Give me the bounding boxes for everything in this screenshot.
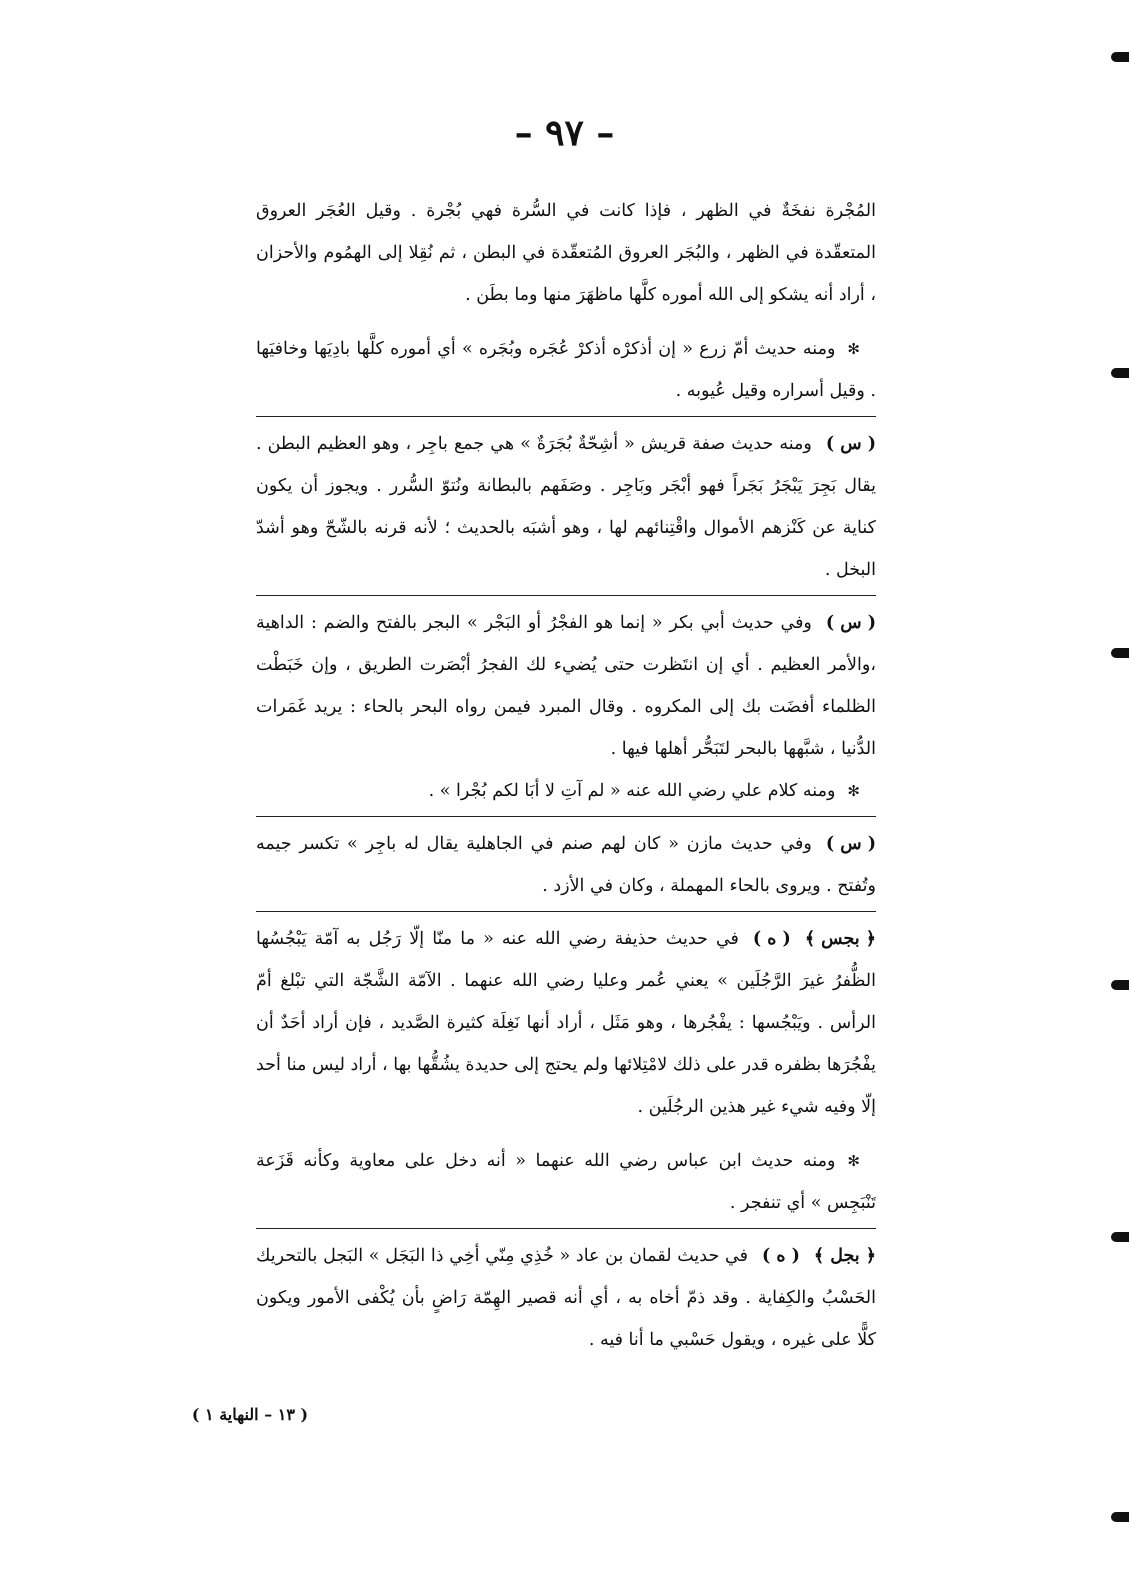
paragraph-1 [256, 190, 876, 316]
section-divider [256, 416, 876, 417]
source-marker: ( ه ) [752, 929, 791, 949]
paragraph-5 [256, 770, 876, 812]
scan-edge-mark [1111, 1232, 1129, 1242]
paragraph-3 [256, 423, 876, 591]
entry-headword: ﴿ بجل ﴾ [813, 1246, 876, 1266]
source-marker: ( س ) [825, 613, 876, 633]
paragraph-text: ومنه حديث أمّ زرع « إن أذكرْه أذكرْ عُجَره وبُجَره » أي أموره كلَّها بادِيَها وخافيَها . وقيل أسراره وقيل عُيوبه . [256, 339, 876, 401]
section-divider [256, 1228, 876, 1229]
section-divider [256, 595, 876, 596]
paragraph-8 [256, 1140, 876, 1224]
paragraph-text: ومنه كلام علي رضي الله عنه « لم آتِ لا أبَا لكم بُجْرا » . [428, 781, 836, 801]
paragraph-text: في حديث لقمان بن عاد « خُذِي مِنّي أخِي ذا البَجَل » البَجل بالتحريك الحَسْبُ والكِفاية . وقد ذمّ أخاه به ، أي أنه قصير الهِمّة رَاضٍ بأن يُكْفى الأمور ويكون كلًّا على غيره ، ويقول حَسْبي ما أنا فيه . [256, 1246, 876, 1350]
scan-edge-mark [1111, 1512, 1129, 1522]
paragraph-text: ومنه حديث ابن عباس رضي الله عنهما « أنه دخل على معاوية وكأنه قَزَعة تَنْبَجِس » أي تنفجر . [256, 1151, 876, 1213]
paragraph-text: المُجْرة نفخَةٌ في الظهر ، فإذا كانت في السُّرة فهي بُجْرة . وقيل العُجَر العروق المتعقّدة في الظهر ، والبُجَر العروق المُتعقّدة في البطن ، ثم نُقِلا إلى الهمُوم والأحزان ، أراد أنه يشكو إلى الله أموره كلَّها ماظهَرَ منها وما بطَن . [256, 201, 876, 305]
source-marker: ( ه ) [761, 1246, 800, 1266]
source-marker: ( س ) [825, 434, 876, 454]
paragraph-text: وفي حديث أبي بكر « إنما هو الفجْرُ أو البَجْر » البجر بالفتح والضم : الداهية ،والأمر العظيم . أي إن انتَظرت حتى يُضيء لك الفجرُ أبْصَرت الطريق ، وإن خَبَطْت الظلماء أفضَت بك إلى المكروه . وقال المبرد فيمن رواه البحر بالحاء : يريد غَمَرات الدُّنيا ، شبَّهها بالبحر لتَبَحُّر أهلها فيها . [256, 613, 876, 759]
scan-edge-mark [1111, 52, 1129, 62]
paragraph-4 [256, 602, 876, 770]
page-number: – ٩٧ – [514, 112, 615, 154]
paragraph-text: وفي حديث مازن « كان لهم صنم في الجاهلية يقال له باجِر » تكسر جيمه وتُفتح . ويروى بالحاء المهملة ، وكان في الأزد . [256, 834, 876, 896]
asterisk-icon: ✻ [847, 1152, 860, 1170]
asterisk-icon: ✻ [847, 340, 860, 358]
scan-edge-mark [1111, 368, 1129, 378]
source-marker: ( س ) [825, 834, 876, 854]
entry-headword: ﴿ بجس ﴾ [804, 929, 876, 949]
section-divider [256, 816, 876, 817]
paragraph-9 [256, 1235, 876, 1361]
asterisk-icon: ✻ [847, 782, 860, 800]
scan-edge-mark [1111, 648, 1129, 658]
paragraph-text: ومنه حديث صفة قريش « أشِحّةٌ بُجَرَةٌ » هي جمع باجِر ، وهو العظيم البطن . يقال بَجِرَ يَبْجَرُ بَجَراً فهو أبْجَر وبَاجِر . وصَفَهم بالبطانة ونُتوّ السُّرر . ويجوز أن يكون كناية عن كَنْزهم الأموال واقْتِنائهم لها ، وهو أشبَه بالحديث ؛ لأنه قرنه بالشّحّ وهو أشدّ البخل . [256, 434, 876, 580]
paragraph-2 [256, 328, 876, 412]
paragraph-7 [256, 918, 876, 1128]
paragraph-text: في حديث حذيفة رضي الله عنه « ما منّا إلّا رَجُل به آمّة يَبْجُسُها الظُّفرُ غيرَ الرَّجُلَين » يعني عُمر وعليا رضي الله عنهما . الآمّة الشَّجّة التي تبْلغ أمّ الرأس . ويَبْجُسها : يفْجُرها ، وهو مَثَل ، أراد أنها نَغِلَة كثيرة الصَّديد ، فإن أراد أحَدٌ أن يفْجُرَها بظفره قدر على ذلك لامْتِلائها ولم يحتج إلى حديدة يشُقُّها بها ، أراد ليس منا أحد إلّا وفيه شيء غير هذين الرجُلَين . [256, 929, 876, 1117]
scan-edge-mark [1111, 980, 1129, 990]
section-divider [256, 911, 876, 912]
paragraph-6 [256, 823, 876, 907]
page-footer-signature: ( ١٣ – النهاية ١ ) [191, 1405, 309, 1424]
page-body [256, 190, 876, 1361]
